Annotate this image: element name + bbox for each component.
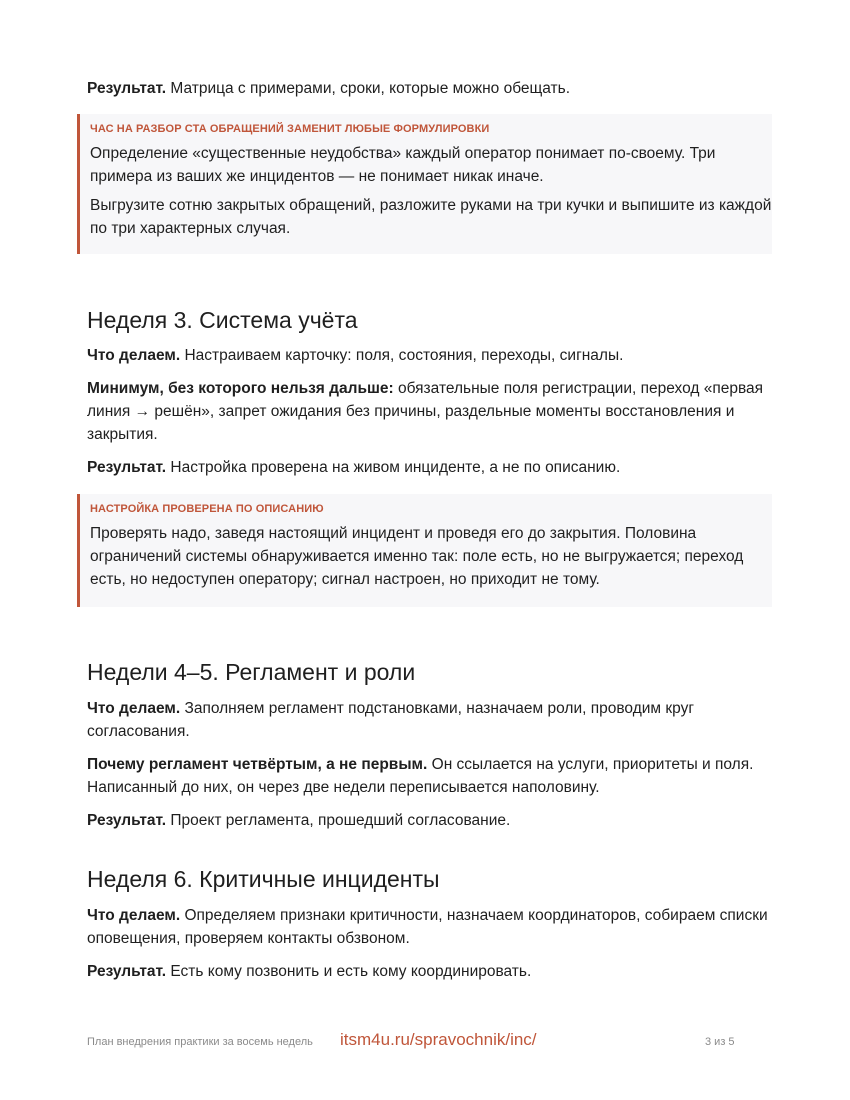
- callout-verified-by-description: [77, 494, 772, 607]
- why-paragraph: [87, 753, 777, 799]
- result-paragraph: [87, 960, 777, 983]
- result-text: Настройка проверена на живом инциденте, а не по описанию.: [166, 459, 621, 476]
- result-text: Есть кому позвонить и есть кому координировать.: [166, 963, 532, 980]
- callout-paragraph: Определение «существенные неудобства» каждый оператор понимает по-своему. Три примера из ваших же инцидентов — не понимает никак иначе.: [90, 145, 716, 185]
- result-text: Матрица с примерами, сроки, которые можно обещать.: [166, 80, 571, 97]
- what-label: Что делаем.: [87, 907, 181, 924]
- what-label: Что делаем.: [87, 347, 181, 364]
- result-text: Проект регламента, прошедший согласование.: [166, 812, 511, 829]
- result-label: Результат.: [87, 80, 167, 97]
- what-text: Заполняем регламент подстановками, назначаем роли, проводим круг согласования.: [87, 700, 694, 740]
- minimum-text: обязательные поля регистрации, переход «первая линия → решён», запрет ожидания без причины, раздельные моменты восстановления и закрытия.: [87, 380, 764, 443]
- why-text: Он ссылается на услуги, приоритеты и поля. Написанный до них, он через две недели переписывается наполовину.: [87, 756, 754, 796]
- result-paragraph: [87, 456, 777, 479]
- result-label: Результат.: [87, 459, 167, 476]
- why-label: Почему регламент четвёртым, а не первым.: [87, 756, 428, 773]
- callout-title: НАСТРОЙКА ПРОВЕРЕНА ПО ОПИСАНИЮ: [90, 503, 324, 515]
- section-heading-week6: Неделя 6. Критичные инциденты: [87, 866, 440, 892]
- page-number: 3 из 5: [705, 1036, 735, 1048]
- section-week3: [87, 344, 777, 489]
- callout-paragraph: Проверять надо, заведя настоящий инцидент и проведя его до закрытия. Половина ограничений системы обнаруживается именно так: поле есть, но не выгружается; переход есть, но недоступен оператору; сигнал настроен, но приходит не тому.: [90, 525, 744, 588]
- section-heading-weeks4-5: Недели 4–5. Регламент и роли: [87, 659, 416, 685]
- what-paragraph: [87, 904, 777, 950]
- intro-result: [87, 77, 570, 100]
- footer-link[interactable]: itsm4u.ru/spravochnik/inc/: [340, 1030, 537, 1049]
- section-week6: [87, 904, 777, 993]
- result-paragraph: [87, 809, 777, 832]
- minimum-label: Минимум, без которого нельзя дальше:: [87, 380, 394, 397]
- what-label: Что делаем.: [87, 700, 181, 717]
- what-paragraph: [87, 344, 777, 367]
- section-weeks4-5: [87, 697, 777, 842]
- callout-hundred-tickets: [77, 114, 772, 254]
- section-heading-week3: Неделя 3. Система учёта: [87, 307, 358, 333]
- callout-paragraph: Выгрузите сотню закрытых обращений, разложите руками на три кучки и выпишите из каждой по три характерных случая.: [90, 197, 772, 237]
- result-label: Результат.: [87, 812, 167, 829]
- what-text: Определяем признаки критичности, назначаем координаторов, собираем списки оповещения, проверяем контакты обзвоном.: [87, 907, 768, 947]
- what-paragraph: [87, 697, 777, 743]
- callout-title: ЧАС НА РАЗБОР СТА ОБРАЩЕНИЙ ЗАМЕНИТ ЛЮБЫЕ ФОРМУЛИРОВКИ: [90, 123, 490, 135]
- minimum-paragraph: [87, 377, 777, 446]
- what-text: Настраиваем карточку: поля, состояния, переходы, сигналы.: [180, 347, 624, 364]
- footer-doc-title: План внедрения практики за восемь недель: [87, 1036, 313, 1048]
- result-label: Результат.: [87, 963, 167, 980]
